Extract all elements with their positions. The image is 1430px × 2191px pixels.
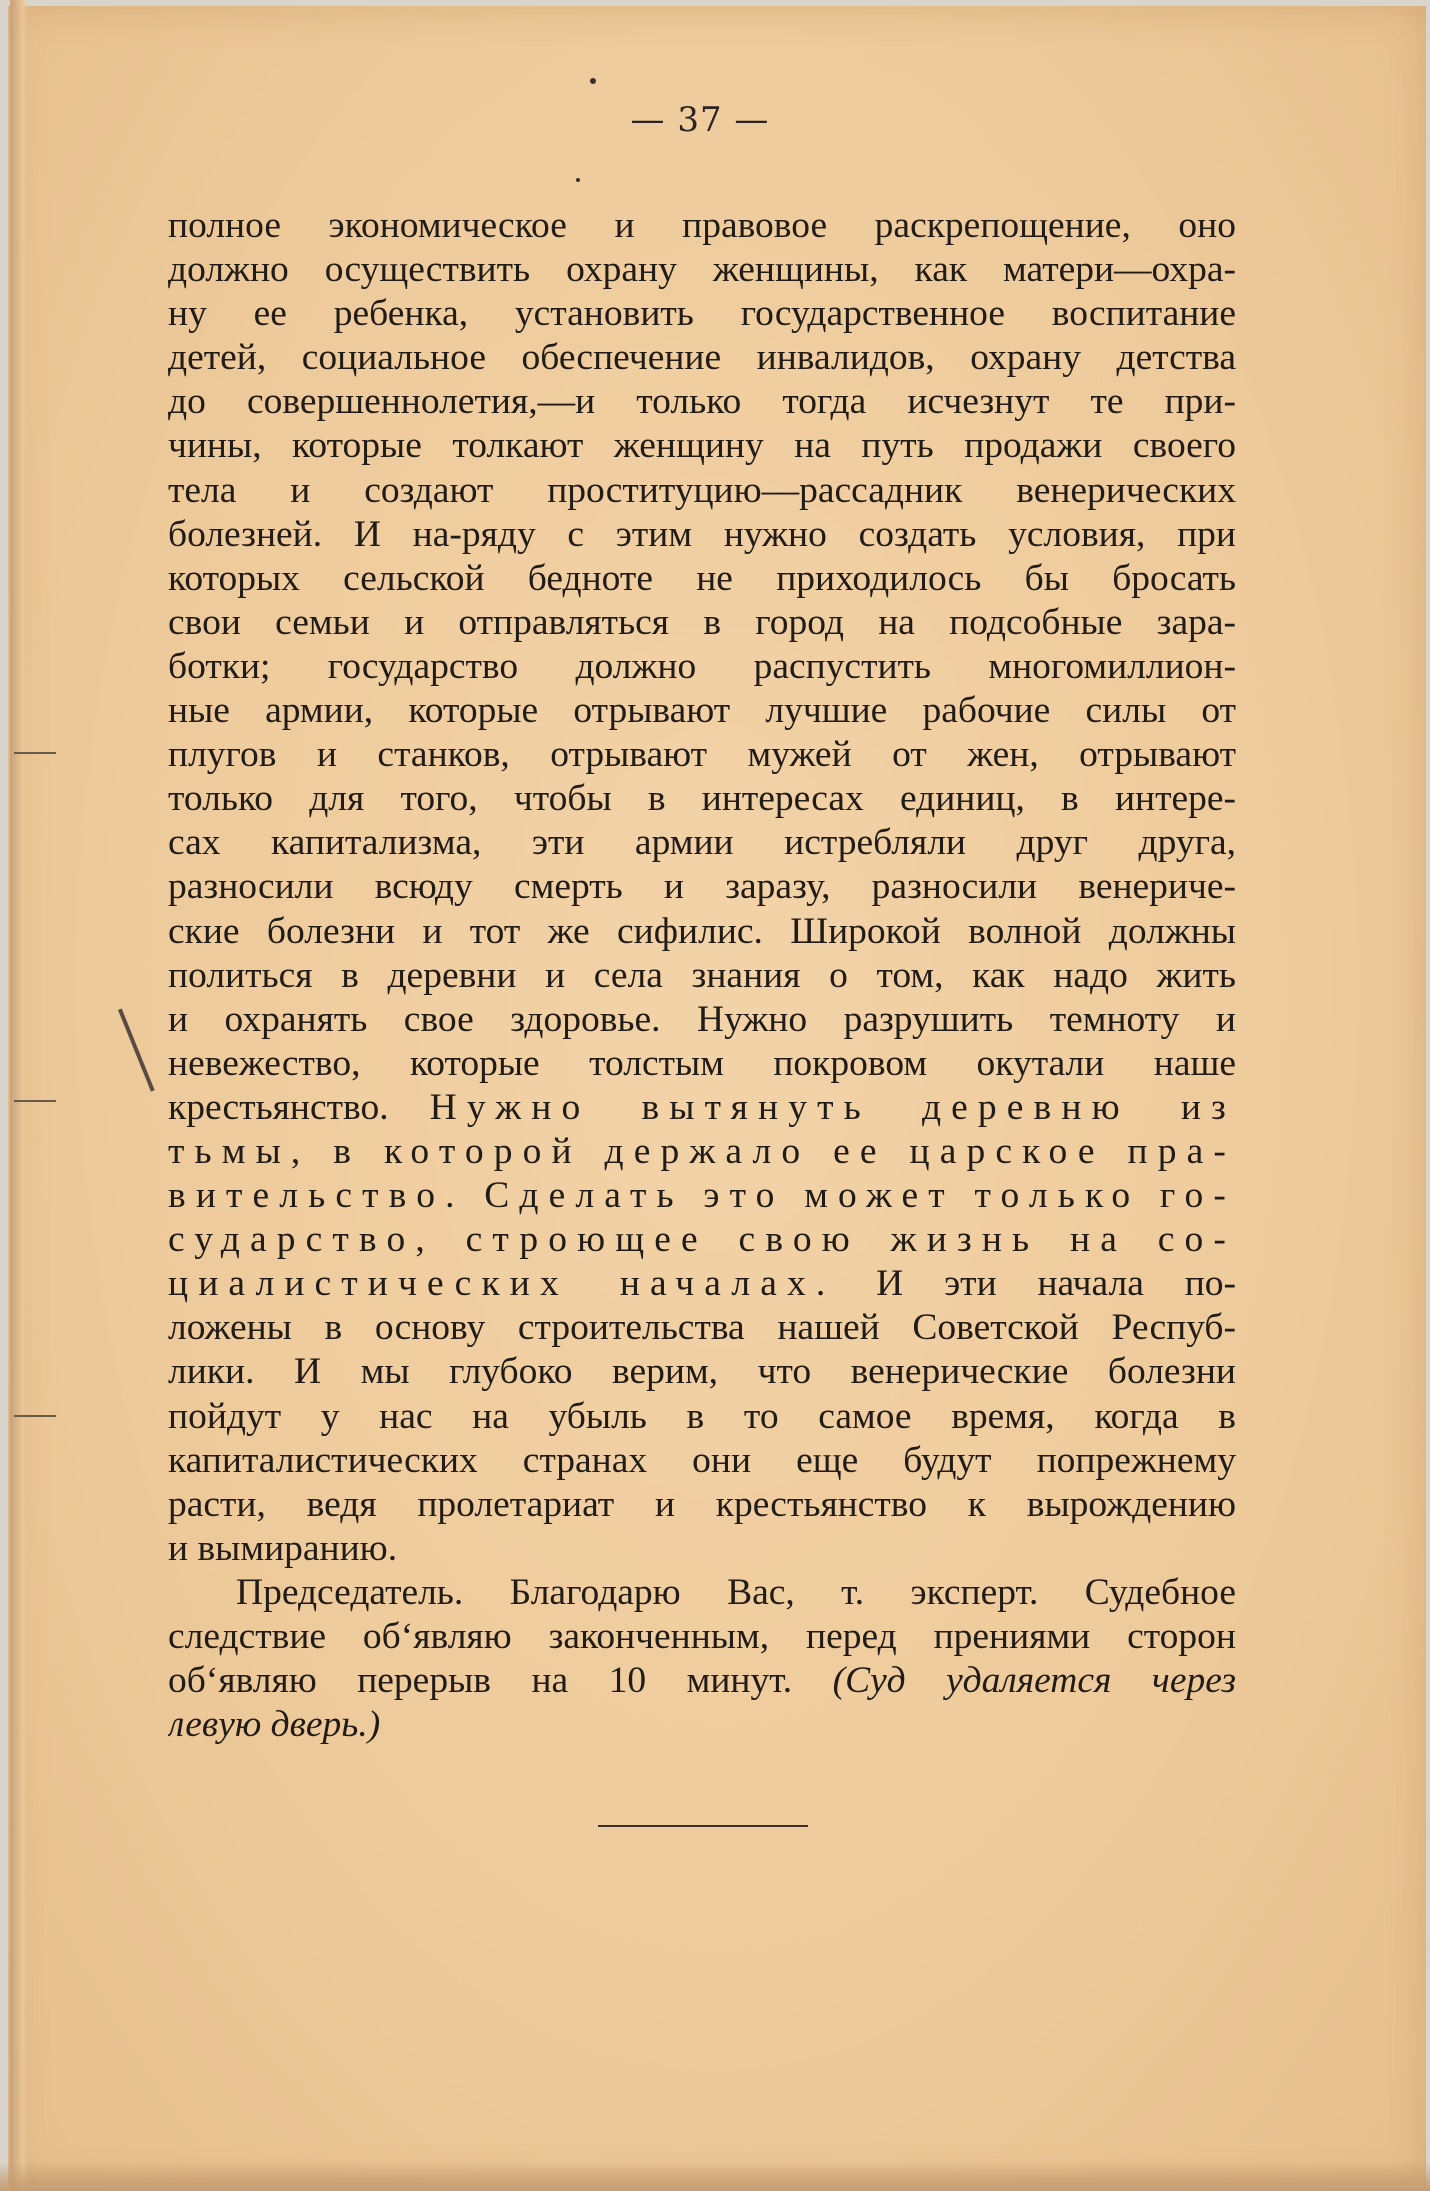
text-line: и вымиранию. [168, 1527, 398, 1569]
text-line [168, 1174, 1236, 1218]
text-line: расти, ведя пролетариат и крестьянство к вырождению [168, 1483, 1236, 1525]
spaced-emphasis: Нужно вытянуть деревню из [429, 1086, 1236, 1128]
text-line [168, 1703, 1236, 1747]
text-line: капиталистических странах они еще будут попрежнему [168, 1439, 1236, 1481]
text-line: ботки; государство должно распустить многомиллион- [168, 645, 1236, 687]
text-line: невежество, которые толстым покровом окутали наше [168, 1042, 1236, 1084]
spaced-emphasis: тьмы, в которой держало ее царское пра- [168, 1130, 1236, 1172]
section-divider [598, 1825, 808, 1827]
spaced-emphasis: циалистических началах. [168, 1263, 836, 1305]
margin-tick [14, 1100, 56, 1102]
text-line: чины, которые толкают женщину на путь продажи своего [168, 425, 1236, 467]
text-line: свои семьи и отправляться в город на подсобные зара- [168, 601, 1236, 643]
text-line: циалистических началах. И эти начала по- [168, 1263, 1236, 1305]
text-line: только для того, чтобы в интересах единиц, в интере- [168, 778, 1236, 820]
stage-direction: левую дверь.) [168, 1704, 381, 1746]
text-line: лики. И мы глубоко верим, что венерические болезни [168, 1351, 1236, 1393]
ink-dot [576, 178, 580, 182]
margin-tick [14, 1415, 56, 1417]
spaced-emphasis: вительство. Сделать это может только го- [168, 1175, 1236, 1217]
text-line: которых сельской бедноте не приходилось бы бросать [168, 557, 1236, 599]
text-line: и охранять свое здоровье. Нужно разрушить темноту и [168, 998, 1236, 1040]
text-line: детей, социальное обеспечение инвалидов, охрану детства [168, 337, 1236, 379]
text-line: ложены в основу строительства нашей Советской Респуб- [168, 1307, 1236, 1349]
page-number: — 37 — [630, 100, 770, 140]
text-line: до совершеннолетия,—и только тогда исчезнут те при- [168, 381, 1236, 423]
text-line: должно осуществить охрану женщины, как матери—охра- [168, 249, 1236, 291]
text-line: плугов и станков, отрывают мужей от жен, отрывают [168, 734, 1236, 776]
text-line: ну ее ребенка, установить государственное воспитание [168, 293, 1236, 335]
text-line: крестьянство. Нужно вытянуть деревню из [168, 1086, 1236, 1128]
stage-direction: (Суд удаляется через [832, 1660, 1236, 1702]
body-text [168, 204, 1236, 1747]
text-line [168, 1130, 1236, 1174]
text-line: болезней. И на-ряду с этим нужно создать условия, при [168, 513, 1236, 555]
text-line: полное экономическое и правовое раскрепощение, оно [168, 205, 1236, 246]
ink-dot [590, 78, 596, 84]
chairman-line: Председатель. Благодарю Вас, т. эксперт. Судебное [236, 1571, 1236, 1613]
text-line: сах капитализма, эти армии истребляли друг друга, [168, 822, 1236, 864]
margin-tick [14, 752, 56, 754]
text-line: пойдут у нас на убыль в то самое время, когда в [168, 1395, 1236, 1437]
spaced-emphasis: сударство, строющее свою жизнь на со- [168, 1219, 1236, 1261]
text-line: политься в деревни и села знания о том, как надо жить [168, 954, 1236, 996]
text-line: ские болезни и тот же сифилис. Широкой волной должны [168, 910, 1236, 952]
text-line: следствие об‘являю законченным, перед прениями сторон [168, 1616, 1236, 1657]
text-line: об‘являю перерыв на 10 минут. (Суд удаляется через [168, 1660, 1236, 1702]
page-bottom-edge [0, 2161, 1430, 2191]
text-line [168, 1218, 1236, 1262]
text-line: ные армии, которые отрывают лучшие рабочие силы от [168, 690, 1236, 732]
page-left-edge [10, 0, 28, 2191]
text-line: разносили всюду смерть и заразу, разносили венериче- [168, 866, 1236, 908]
text-line: тела и создают проституцию—рассадник венерических [168, 469, 1236, 511]
